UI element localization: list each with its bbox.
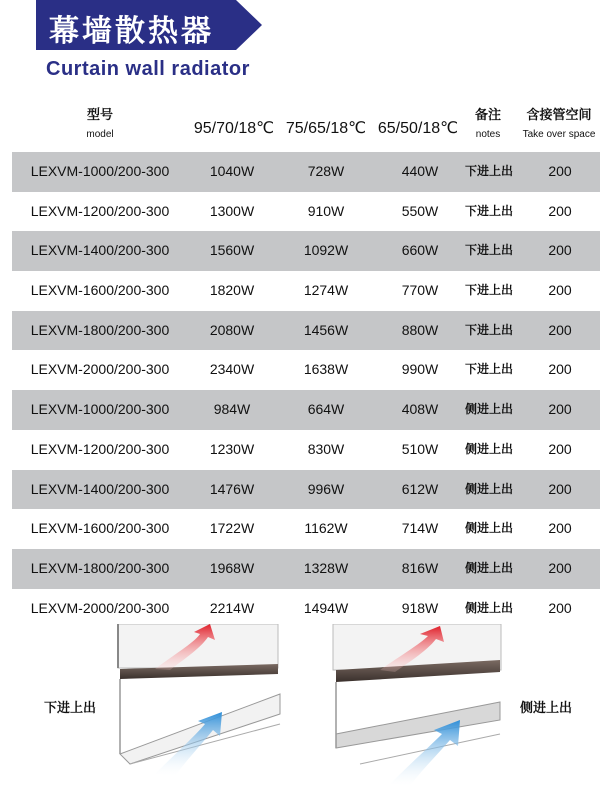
col-header-c1-label: 95/70/18℃: [193, 120, 275, 137]
cell-c2: 1456W: [303, 321, 349, 338]
col-header-notes-en: notes: [475, 129, 501, 140]
cell-note: 下进上出: [464, 362, 513, 377]
cell-model: LEXVM-1200/200-300: [30, 202, 170, 219]
col-header-c1: [188, 104, 280, 148]
cell-space: 200: [548, 163, 572, 179]
cell-space: 200: [548, 599, 572, 616]
cell-note: 下进上出: [464, 243, 513, 258]
cell-c3: 880W: [401, 321, 439, 338]
cell-model: LEXVM-1000/200-300: [30, 401, 170, 418]
cell-c1: 1968W: [209, 559, 255, 576]
col-header-model: [55, 104, 145, 148]
cell-c2: 830W: [307, 440, 345, 457]
cell-c1: 2340W: [209, 361, 255, 378]
cell-c1: 1560W: [209, 242, 255, 259]
table-row: [12, 509, 600, 549]
cell-note: 侧进上出: [464, 481, 513, 496]
col-header-notes-zh: 备注: [474, 108, 501, 123]
table-row: [12, 231, 600, 271]
table-row: [12, 192, 600, 232]
data-table: [12, 152, 600, 628]
cell-note: 侧进上出: [464, 402, 513, 417]
cell-model: LEXVM-2000/200-300: [30, 361, 170, 378]
col-header-model-zh: 型号: [86, 108, 113, 123]
cell-c1: 1722W: [209, 520, 255, 537]
cell-c2: 1092W: [303, 242, 349, 259]
cell-c2: 1494W: [303, 599, 349, 616]
left-illustration: [118, 624, 280, 776]
cell-c2: 1274W: [303, 282, 349, 299]
cell-c3: 714W: [401, 520, 439, 537]
cell-c3: 408W: [401, 401, 439, 418]
cell-note: 侧进上出: [464, 600, 513, 615]
col-header-space-en: Take over space: [522, 129, 596, 140]
table-row: [12, 152, 600, 192]
cell-space: 200: [548, 282, 572, 299]
title-banner: [36, 0, 262, 50]
cell-space: 200: [548, 559, 572, 576]
col-header-model-en: model: [86, 129, 114, 140]
cell-note: 侧进上出: [464, 441, 513, 456]
cell-model: LEXVM-1800/200-300: [30, 559, 170, 576]
left-caption: 下进上出: [44, 701, 97, 716]
table-row: [12, 430, 600, 470]
cell-c3: 816W: [401, 559, 439, 576]
cell-space: 200: [548, 401, 572, 418]
cell-model: LEXVM-1400/200-300: [30, 242, 170, 259]
cell-model: LEXVM-1200/200-300: [30, 440, 170, 457]
cell-c3: 918W: [401, 599, 439, 616]
col-header-c2-label: 75/65/18℃: [285, 120, 367, 137]
cell-c1: 984W: [213, 401, 251, 418]
cell-c3: 510W: [401, 440, 439, 457]
col-header-space: [514, 104, 604, 148]
cell-space: 200: [548, 520, 572, 537]
cell-c2: 1162W: [304, 520, 348, 537]
table-row: [12, 271, 600, 311]
cell-c2: 996W: [307, 480, 345, 497]
cell-c2: 1638W: [303, 361, 349, 378]
cell-note: 侧进上出: [464, 560, 513, 575]
col-header-space-zh: 含接管空间: [526, 108, 592, 123]
cell-c3: 612W: [401, 480, 439, 497]
cell-c3: 990W: [401, 361, 439, 378]
page-title: 幕墙散热器: [49, 14, 214, 49]
cell-model: LEXVM-1400/200-300: [30, 480, 170, 497]
cell-space: 200: [548, 321, 572, 338]
cell-c2: 910W: [307, 202, 345, 219]
col-header-c2: [280, 104, 372, 148]
cell-note: 下进上出: [464, 322, 513, 337]
cell-note: 侧进上出: [464, 521, 513, 536]
cell-note: 下进上出: [464, 164, 513, 178]
cell-c2: 664W: [307, 401, 345, 418]
cell-model: LEXVM-2000/200-300: [30, 599, 170, 616]
table-row: [12, 589, 600, 629]
table-row: [12, 311, 600, 351]
page-subtitle: Curtain wall radiator: [46, 58, 250, 80]
cell-c1: 1476W: [209, 480, 255, 497]
cell-model: LEXVM-1600/200-300: [30, 520, 170, 537]
cell-c1: 1230W: [209, 440, 255, 457]
cell-space: 200: [548, 440, 572, 457]
cell-c1: 1040W: [209, 163, 255, 179]
table-row: [12, 470, 600, 510]
right-illustration: [333, 624, 501, 786]
cell-space: 200: [548, 480, 572, 497]
cell-c2: 728W: [307, 163, 345, 179]
cell-space: 200: [548, 202, 572, 219]
illustration-area: [0, 624, 608, 793]
cell-c3: 550W: [401, 202, 439, 219]
cell-c1: 1820W: [209, 282, 255, 299]
cell-c3: 660W: [401, 242, 439, 259]
table-row: [12, 549, 600, 589]
cell-model: LEXVM-1600/200-300: [30, 282, 170, 299]
right-caption: 侧进上出: [520, 701, 573, 716]
cell-c3: 770W: [401, 282, 439, 299]
cell-c2: 1328W: [303, 559, 349, 576]
table-row: [12, 390, 600, 430]
cell-model: LEXVM-1800/200-300: [30, 321, 170, 338]
cell-note: 下进上出: [464, 203, 513, 218]
col-header-notes: [462, 104, 514, 148]
cell-note: 下进上出: [464, 283, 513, 298]
cell-c3: 440W: [401, 163, 439, 179]
cell-space: 200: [548, 361, 572, 378]
col-header-c3-label: 65/50/18℃: [377, 120, 459, 137]
cell-c1: 2214W: [209, 599, 255, 616]
table-row: [12, 350, 600, 390]
cell-c1: 2080W: [209, 321, 255, 338]
cell-space: 200: [548, 242, 572, 259]
cell-model: LEXVM-1000/200-300: [30, 163, 170, 179]
col-header-c3: [372, 104, 464, 148]
cell-c1: 1300W: [209, 202, 255, 219]
